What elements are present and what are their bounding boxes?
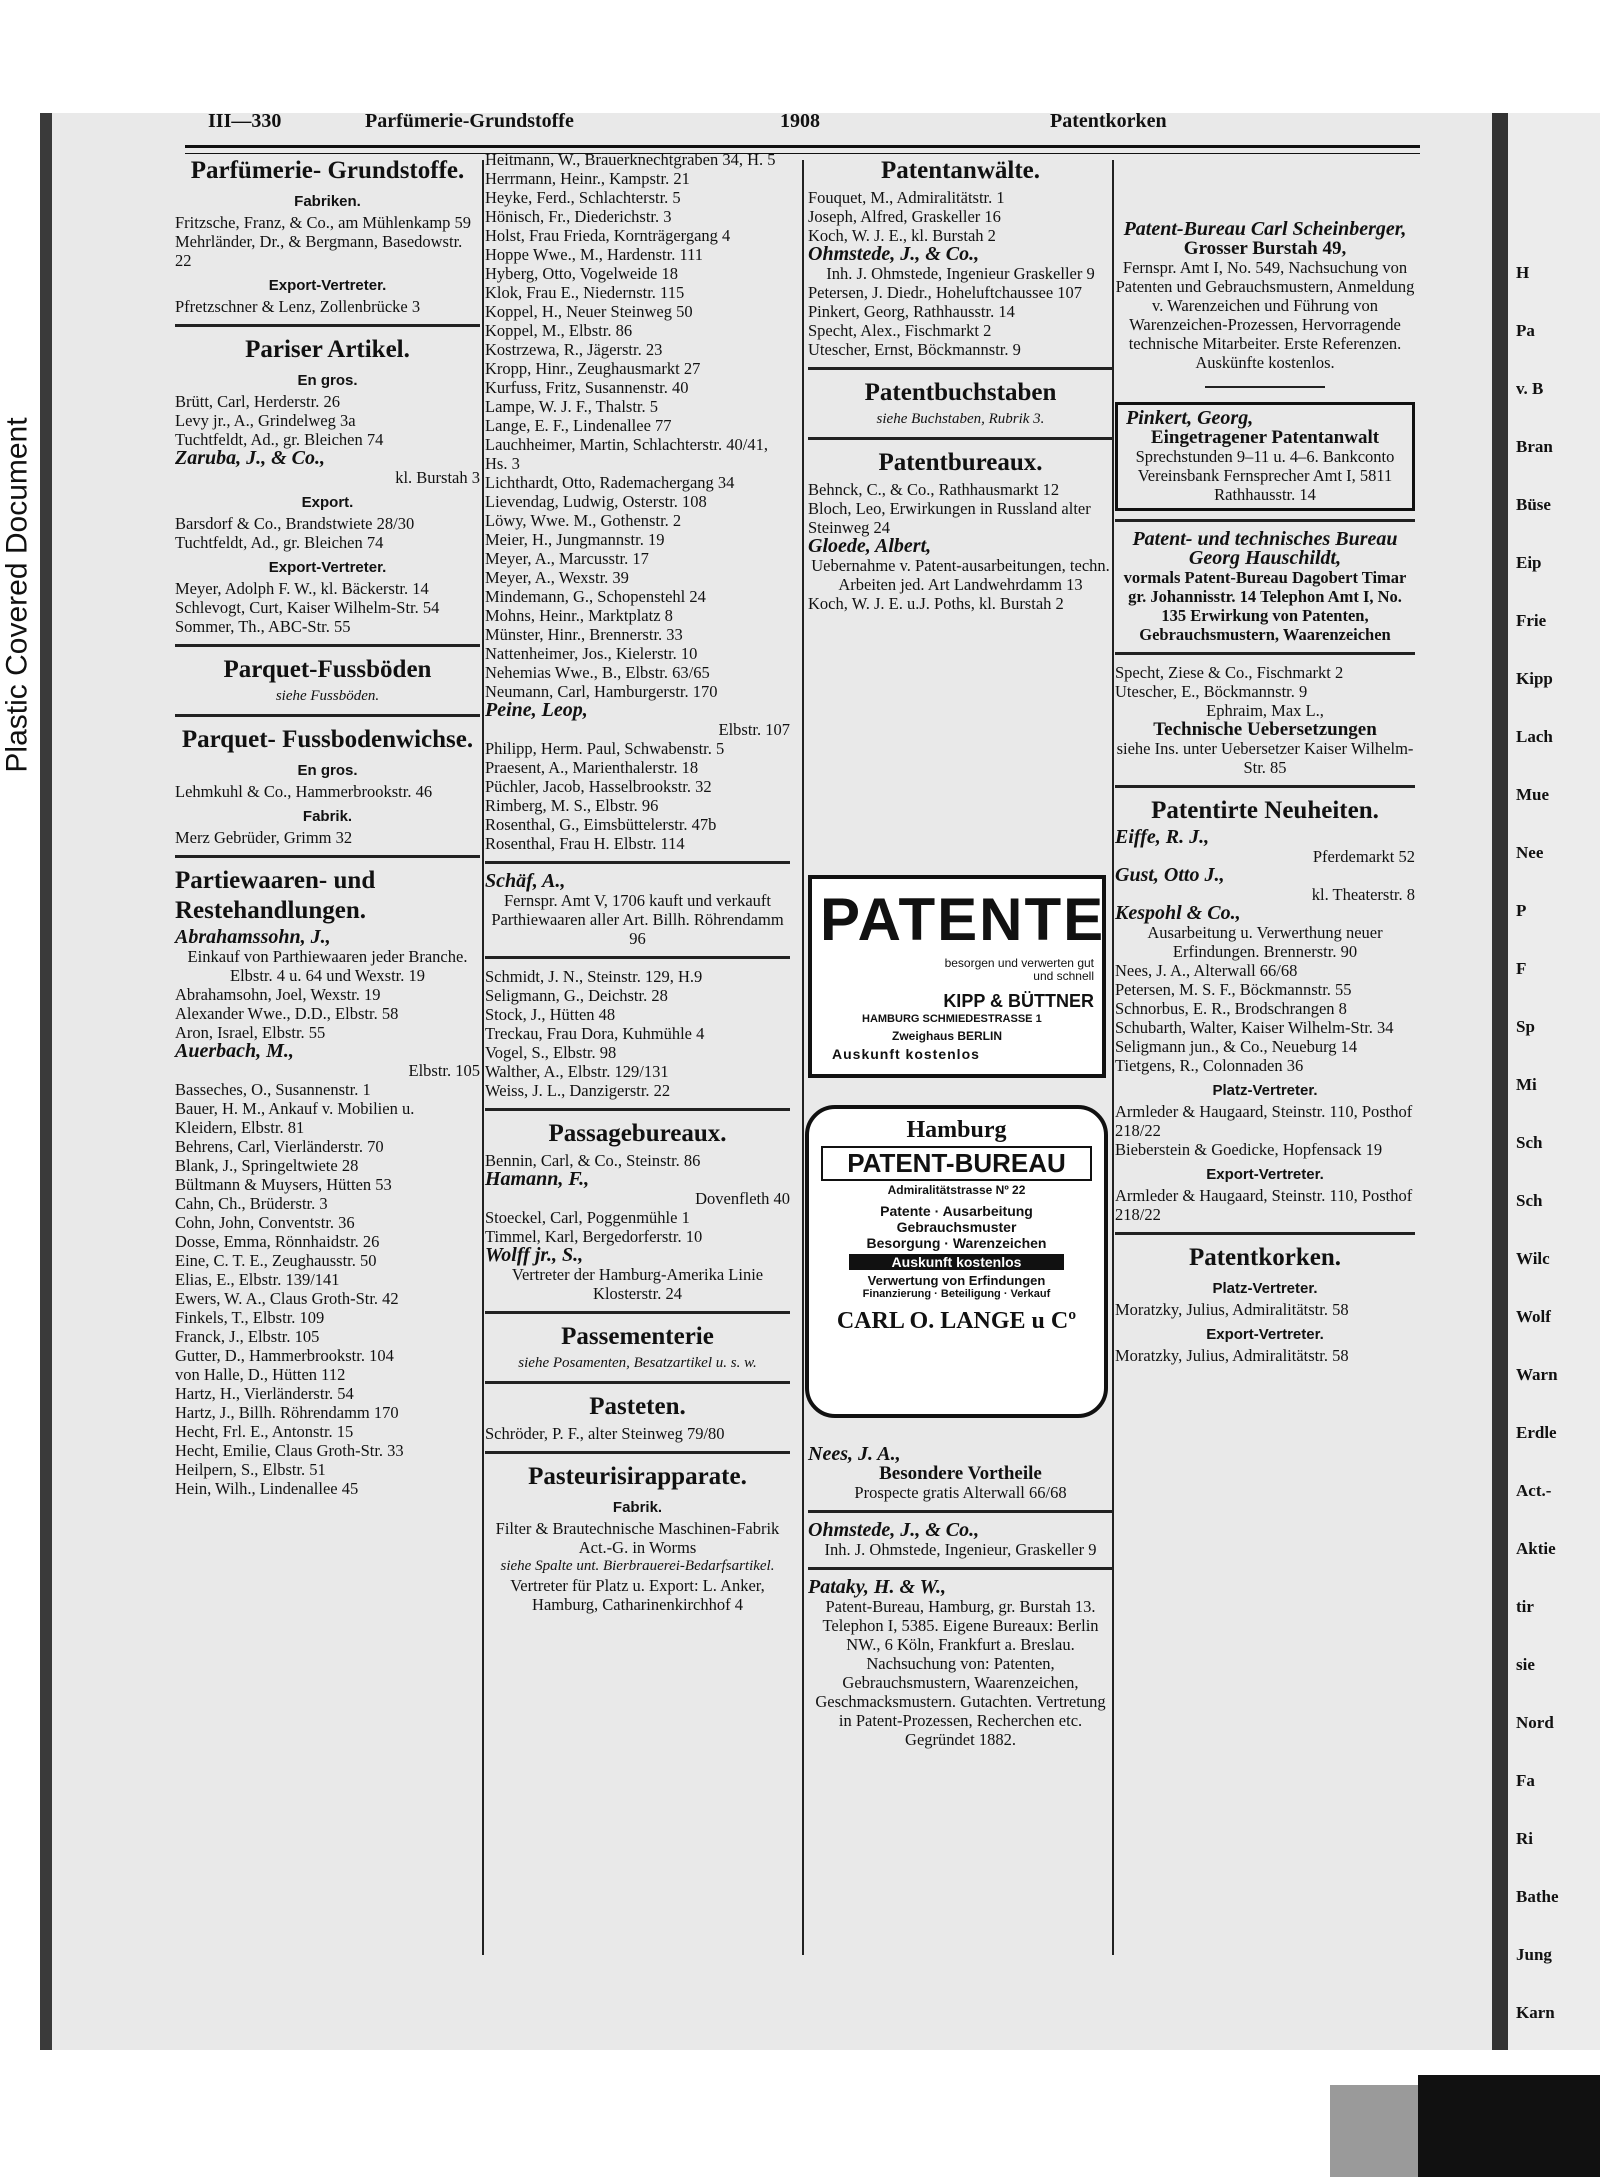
list-item: Mehrländer, Dr., & Bergmann, Basedowstr. 22: [175, 232, 463, 270]
section-title: Passementerie: [561, 1323, 714, 1350]
list-item-featured: Auerbach, M.,: [175, 1040, 294, 1062]
next-page-fragment-text: Büse: [1516, 495, 1551, 514]
next-page-fragment-text: Kipp: [1516, 669, 1553, 688]
list-item: Schröder, P. F., alter Steinweg 79/80: [485, 1424, 725, 1443]
list-item: Hyberg, Otto, Vogelweide 18: [485, 264, 678, 283]
list-item: Lehmkuhl & Co., Hammerbrookstr. 46: [175, 782, 433, 801]
list-item: Franck, J., Elbstr. 105: [175, 1327, 320, 1346]
list-item-featured: Kespohl & Co.,: [1115, 902, 1241, 924]
list-item: Vogel, S., Elbstr. 98: [485, 1043, 617, 1062]
list-item: Bauer, H. M., Ankauf v. Mobilien u. Kleidern, Elbstr. 81: [175, 1099, 415, 1137]
entry-list: [808, 188, 1113, 245]
advert-line: Zweighaus BERLIN: [892, 1029, 1003, 1043]
list-item: Aron, Israel, Elbstr. 55: [175, 1023, 326, 1042]
next-page-fragment-text: Pa: [1516, 321, 1535, 340]
subsection-label: En gros.: [297, 372, 358, 389]
list-item: Rosenthal, G., Eimsbüttelerstr. 47b: [485, 815, 717, 834]
column-1: [175, 150, 480, 1498]
list-item-detail: Einkauf von Parthiewaaren jeder Branche. Elbstr. 4 u. 64 und Wexstr. 19: [187, 947, 468, 985]
list-item: Ephraim, Max L.,: [1206, 701, 1324, 720]
list-item-featured: Abrahamssohn, J.,: [175, 926, 331, 948]
list-item: Armleder & Haugaard, Steinstr. 110, Posthof 218/22: [1115, 1102, 1413, 1140]
list-item-address: Pferdemarkt 52: [1312, 847, 1415, 866]
list-item-detail: Inh. J. Ohmstede, Ingenieur Graskeller 9: [826, 264, 1095, 283]
list-item: Armleder & Haugaard, Steinstr. 110, Posthof 218/22: [1115, 1186, 1413, 1224]
header-title-right: Patentkorken: [1050, 110, 1167, 132]
subsection-label: Platz-Vertreter.: [1212, 1082, 1318, 1099]
cross-reference: siehe Fussböden.: [275, 688, 380, 704]
list-item-featured: Hamann, F.,: [485, 1168, 590, 1190]
advert-pinkert: [1115, 402, 1415, 511]
list-item: Dosse, Emma, Rönnhaidstr. 26: [175, 1232, 380, 1251]
section-rule: [485, 1451, 790, 1454]
list-item: Sommer, Th., ABC-Str. 55: [175, 617, 351, 636]
entry-list: [808, 283, 1113, 359]
list-item: Blank, J., Springeltwiete 28: [175, 1156, 359, 1175]
list-item-featured: Nees, J. A.,: [808, 1443, 901, 1465]
list-item: Hecht, Emilie, Claus Groth-Str. 33: [175, 1441, 404, 1460]
subsection-label: Export-Vertreter.: [1206, 1166, 1324, 1183]
entry-list: [1115, 1186, 1415, 1224]
list-item-detail: Besondere Vortheile: [879, 1463, 1042, 1484]
list-item: Löwy, Wwe. M., Gothenstr. 2: [485, 511, 682, 530]
next-page-fragment-text: Warn: [1516, 1365, 1558, 1384]
list-item: Schmidt, J. N., Steinstr. 129, H.9: [485, 967, 703, 986]
section-rule: [808, 437, 1113, 440]
subsection-label: Fabriken.: [294, 193, 361, 210]
entry-list: [175, 985, 480, 1042]
header-rule: [185, 145, 1420, 148]
list-item: Stoeckel, Carl, Poggenmühle 1: [485, 1208, 690, 1227]
cross-reference: siehe Buchstaben, Rubrik 3.: [876, 411, 1045, 427]
advert-line: Patente · Ausarbeitung: [880, 1203, 1033, 1219]
next-page-fragment-text: Wilc: [1516, 1249, 1550, 1268]
column-4: [1115, 220, 1415, 1365]
next-page-fragment-text: Nee: [1516, 843, 1544, 862]
list-item: Fritzsche, Franz, & Co., am Mühlenkamp 59: [175, 213, 472, 232]
cross-reference: siehe Spalte unt. Bierbrauerei-Bedarfsartikel.: [500, 1558, 775, 1574]
entry-list: [1115, 1300, 1415, 1319]
list-item: Petersen, M. S. F., Böckmannstr. 55: [1115, 980, 1352, 999]
list-item-featured: Patent- und technisches Bureau Georg Hauschildt,: [1132, 528, 1398, 569]
advert-line: Besorgung · Warenzeichen: [866, 1235, 1047, 1251]
list-item-detail: Patent-Bureau, Hamburg, gr. Burstah 13. Telephon I, 5385. Eigene Bureaux: Berlin NW., 6 Köln, Frankfurt a. Breslau. Nachsuchung von: Patenten, Gebrauchsmustern, Waarenzeichen, Geschmacksmustern. Gutachten. Vertretung in Patent-Prozessen, Recherchen etc. Gegründet 1882.: [815, 1597, 1106, 1749]
next-page-fragment-text: F: [1516, 959, 1527, 978]
section-title: Pasteten.: [589, 1393, 686, 1420]
list-item: Specht, Alex., Fischmarkt 2: [808, 321, 992, 340]
list-item: Elias, E., Elbstr. 139/141: [175, 1270, 340, 1289]
list-item-featured: Pinkert, Georg,: [1126, 407, 1254, 429]
advert-firm: KIPP & BÜTTNER: [943, 991, 1094, 1011]
list-item-detail: Ausarbeitung u. Verwerthung neuer Erfindungen. Brennerstr. 90: [1147, 923, 1383, 961]
list-item: Petersen, J. Diedr., Hoheluftchaussee 107: [808, 283, 1083, 302]
list-item: von Halle, D., Hütten 112: [175, 1365, 346, 1384]
list-item-detail: Vertreter der Hamburg-Amerika Linie Klosterstr. 24: [511, 1265, 764, 1303]
list-item: Timmel, Karl, Bergedorferstr. 10: [485, 1227, 703, 1246]
advert-line: Admiralitätstrasse Nº 22: [887, 1183, 1026, 1197]
list-item: Heyke, Ferd., Schlachterstr. 5: [485, 188, 681, 207]
list-item: Püchler, Jacob, Hasselbrookstr. 32: [485, 777, 712, 796]
list-item: Tietgens, R., Colonnaden 36: [1115, 1056, 1304, 1075]
list-item: Utescher, Ernst, Böckmannstr. 9: [808, 340, 1021, 359]
advert-city: Hamburg: [906, 1117, 1007, 1143]
margin-label: Plastic Covered Document: [0, 318, 24, 863]
subsection-label: Fabrik.: [612, 1499, 663, 1516]
list-item-address: Dovenfleth 40: [695, 1189, 790, 1208]
list-item: Filter & Brautechnische Maschinen-Fabrik Act.-G. in Worms: [495, 1519, 780, 1557]
entry-list: [1115, 1102, 1415, 1159]
advert-line: Verwertung von Erfindungen: [867, 1273, 1046, 1288]
next-page-fragment-text: Ri: [1516, 1829, 1533, 1848]
list-item: Rosenthal, Frau H. Elbstr. 114: [485, 834, 685, 853]
section-rule: [808, 1567, 1113, 1570]
list-item: Schnorbus, E. R., Brodschrangen 8: [1115, 999, 1347, 1018]
section-title: Parfümerie- Grundstoffe.: [190, 157, 465, 184]
entry-list: [485, 967, 790, 1100]
list-item-featured: Gust, Otto J.,: [1115, 864, 1225, 886]
advert-kipp-buettner: [808, 875, 1106, 1078]
column-2: [485, 150, 790, 1614]
list-item: Mindemann, G., Schopenstehl 24: [485, 587, 706, 606]
list-item: Behrens, Carl, Vierländerstr. 70: [175, 1137, 384, 1156]
list-item: Rimberg, M. S., Elbstr. 96: [485, 796, 659, 815]
next-page-fragment-text: Aktie: [1516, 1539, 1556, 1558]
advert-carl-lange: [805, 1105, 1108, 1418]
list-item: Koch, W. J. E., kl. Burstah 2: [808, 226, 996, 245]
list-item-featured: Ohmstede, J., & Co.,: [808, 243, 980, 265]
list-item: Specht, Ziese & Co., Fischmarkt 2: [1115, 663, 1344, 682]
list-item: Cahn, Ch., Brüderstr. 3: [175, 1194, 328, 1213]
list-item: Alexander Wwe., D.D., Elbstr. 58: [175, 1004, 399, 1023]
list-item: Walther, A., Elbstr. 129/131: [485, 1062, 669, 1081]
next-page-fragment-text: Act.-: [1516, 1481, 1552, 1500]
list-item-address: kl. Burstah 3: [395, 468, 480, 487]
advert-line: besorgen und verwerten gut und schnell: [944, 956, 1094, 983]
list-item: Bültmann & Muysers, Hütten 53: [175, 1175, 392, 1194]
section-rule: [1115, 519, 1415, 522]
list-item: Nattenheimer, Jos., Kielerstr. 10: [485, 644, 698, 663]
list-item: Bieberstein & Goedicke, Hopfensack 19: [1115, 1140, 1383, 1159]
section-title: Partiewaaren- und Restehandlungen.: [175, 867, 376, 924]
list-item: Treckau, Frau Dora, Kuhmühle 4: [485, 1024, 705, 1043]
section-rule: [175, 644, 480, 647]
section-rule: [175, 855, 480, 858]
list-item: Tuchtfeldt, Ad., gr. Bleichen 74: [175, 533, 384, 552]
section-rule: [485, 1311, 790, 1314]
list-item: Klok, Frau E., Niedernstr. 115: [485, 283, 685, 302]
column-3: [808, 150, 1113, 613]
section-rule: [808, 367, 1113, 370]
section-title: Pariser Artikel.: [245, 336, 410, 363]
list-item-detail: Uebernahme v. Patent-ausarbeitungen, techn. Arbeiten jed. Art Landwehrdamm 13: [811, 556, 1110, 594]
list-item-detail: Fernspr. Amt V, 1706 kauft und verkauft Parthiewaaren aller Art. Billh. Röhrendamm 96: [491, 891, 784, 948]
entry-list: [175, 1080, 480, 1498]
list-item: Mohns, Heinr., Marktplatz 8: [485, 606, 673, 625]
list-item: Nees, J. A., Alterwall 66/68: [1115, 961, 1298, 980]
next-page-fragment-text: P: [1516, 901, 1527, 920]
list-item-featured: Zaruba, J., & Co.,: [175, 447, 326, 469]
section-rule: [1115, 785, 1415, 788]
list-item: Kostrzewa, R., Jägerstr. 23: [485, 340, 663, 359]
advert-line: Auskunft kostenlos: [849, 1254, 1064, 1270]
list-item-detail: vormals Patent-Bureau Dagobert Timar gr. Johannisstr. 14 Telephon Amt I, No. 135 Erwirkung von Patenten, Gebrauchsmustern, Waarenzeichen: [1123, 568, 1407, 644]
advert-line: Finanzierung · Beteiligung · Verkauf: [862, 1288, 1051, 1300]
next-page-fragment-text: Erdle: [1516, 1423, 1557, 1442]
header-title-left: Parfümerie-Grundstoffe: [365, 110, 574, 132]
column-3-lower: [808, 1445, 1113, 1749]
list-item-featured: Schäf, A.,: [485, 870, 566, 892]
entry-list: [1115, 1346, 1415, 1365]
list-item: Hoppe Wwe., M., Hardenstr. 111: [485, 245, 703, 264]
next-page-fragment-text: Bathe: [1516, 1887, 1559, 1906]
list-item: Pinkert, Georg, Rathhausstr. 14: [808, 302, 1015, 321]
list-item: Stock, J., Hütten 48: [485, 1005, 616, 1024]
list-item: Meyer, A., Wexstr. 39: [485, 568, 629, 587]
list-item: Heitmann, W., Brauerknechtgraben 34, H. 5: [485, 150, 776, 169]
section-rule: [485, 956, 790, 959]
section-title: Parquet-Fussböden: [223, 656, 432, 683]
list-item: Lange, E. F., Lindenallee 77: [485, 416, 672, 435]
list-item-address: Elbstr. 105: [408, 1061, 480, 1080]
subsection-label: Export-Vertreter.: [1206, 1326, 1324, 1343]
list-item: Hartz, J., Billh. Röhrendamm 170: [175, 1403, 399, 1422]
list-item: Utescher, E., Böckmannstr. 9: [1115, 682, 1308, 701]
advert-firm: CARL O. LANGE u Cº: [836, 1308, 1077, 1334]
next-page-fragment-text: Mi: [1516, 1075, 1537, 1094]
section-rule: [485, 1108, 790, 1111]
list-item: Holst, Frau Frieda, Kornträgergang 4: [485, 226, 731, 245]
list-item: Barsdorf & Co., Brandstwiete 28/30: [175, 514, 415, 533]
list-item: Behnck, C., & Co., Rathhausmarkt 12: [808, 480, 1060, 499]
list-item: Eine, C. T. E., Zeughausstr. 50: [175, 1251, 377, 1270]
subsection-label: Fabrik.: [302, 808, 353, 825]
entry-list: [1115, 961, 1415, 1075]
list-item: Hartz, H., Vierländerstr. 54: [175, 1384, 354, 1403]
subsection-label: Export-Vertreter.: [268, 559, 387, 576]
section-title: Patentirte Neuheiten.: [1151, 797, 1379, 824]
list-item: Weiss, J. L., Danzigerstr. 22: [485, 1081, 671, 1100]
list-item: Koppel, M., Elbstr. 86: [485, 321, 633, 340]
section-title: Patentkorken.: [1188, 1244, 1342, 1271]
next-page-fragment-text: Mue: [1516, 785, 1550, 804]
entry-list: [1115, 663, 1415, 701]
list-item: Vertreter für Platz u. Export: L. Anker, Hamburg, Catharinenkirchhof 4: [510, 1576, 765, 1614]
list-item: Bloch, Leo, Erwirkungen in Russland alter Steinweg 24: [808, 499, 1091, 537]
header-year: 1908: [780, 110, 820, 132]
entry-list: [485, 150, 790, 701]
list-item: Lievendag, Ludwig, Osterstr. 108: [485, 492, 707, 511]
list-item-detail: Inh. J. Ohmstede, Ingenieur, Graskeller 9: [824, 1540, 1097, 1559]
next-page-fragment-text: v. B: [1516, 379, 1544, 398]
list-item: Kurfuss, Fritz, Susannenstr. 40: [485, 378, 689, 397]
list-item: Fouquet, M., Admiralitätstr. 1: [808, 188, 1005, 207]
next-page-fragment-text: Sch: [1516, 1191, 1543, 1210]
section-rule: [1115, 652, 1415, 655]
scan-shadow: [1330, 2085, 1418, 2177]
list-item: Lauchheimer, Martin, Schlachterstr. 40/41, Hs. 3: [485, 435, 768, 473]
section-rule: [175, 324, 480, 327]
list-item: Seligmann, G., Deichstr. 28: [485, 986, 668, 1005]
next-page-fragment-text: Sp: [1516, 1017, 1535, 1036]
list-item: Cohn, John, Conventstr. 36: [175, 1213, 355, 1232]
list-item-address: kl. Theaterstr. 8: [1311, 885, 1415, 904]
cross-reference: siehe Posamenten, Besatzartikel u. s. w.: [518, 1355, 757, 1371]
next-page-fragment-text: Nord: [1516, 1713, 1554, 1732]
list-item: Philipp, Herm. Paul, Schwabenstr. 5: [485, 739, 725, 758]
list-item: Levy jr., A., Grindelweg 3a: [175, 411, 356, 430]
next-page-fragment-text: Wolf: [1516, 1307, 1551, 1326]
next-page-fragment-text: H: [1516, 263, 1530, 282]
section-rule: [485, 861, 790, 864]
next-page-fragment-text: Frie: [1516, 611, 1547, 630]
page-binding-edge: [40, 113, 52, 2053]
list-item: Koch, W. J. E. u.J. Poths, kl. Burstah 2: [808, 594, 1064, 613]
list-item: Abrahamsohn, Joel, Wexstr. 19: [175, 985, 381, 1004]
list-item: Münster, Hinr., Brennerstr. 33: [485, 625, 683, 644]
list-item-featured: Ohmstede, J., & Co.,: [808, 1519, 980, 1541]
list-item: Moratzky, Julius, Admiralitätstr. 58: [1115, 1346, 1349, 1365]
list-item: Meier, H., Jungmannstr. 19: [485, 530, 665, 549]
next-page-fragment: [1508, 113, 1600, 2073]
next-page-fragment-text: Fa: [1516, 1771, 1535, 1790]
next-page-fragment-text: Lach: [1516, 727, 1553, 746]
section-title: Patentbureaux.: [878, 449, 1043, 476]
next-page-fragment-text: tir: [1516, 1597, 1534, 1616]
next-page-fragment-text: Eip: [1516, 553, 1542, 572]
next-page-fragment-text: Karn: [1516, 2003, 1555, 2022]
advert-headline: PATENT-BUREAU: [821, 1146, 1092, 1181]
list-item: Bennin, Carl, & Co., Steinstr. 86: [485, 1151, 701, 1170]
list-item: Neumann, Carl, Hamburgerstr. 170: [485, 682, 718, 701]
list-item-detail: Sprechstunden 9–11 u. 4–6. Bankconto Vereinsbank Fernsprecher Amt I, 5811 Rathhausstr. 14: [1135, 447, 1395, 504]
section-title: Parquet- Fussbodenwichse.: [181, 726, 474, 753]
page-gutter: [1492, 113, 1508, 2073]
list-item: Kropp, Hinr., Zeughausmarkt 27: [485, 359, 701, 378]
subsection-label: Export-Vertreter.: [268, 277, 387, 294]
list-item: Heilpern, S., Elbstr. 51: [175, 1460, 326, 1479]
list-item-featured: Gloede, Albert,: [808, 535, 932, 557]
list-item: Meyer, Adolph F. W., kl. Bäckerstr. 14: [175, 579, 429, 598]
list-item: Pfretzschner & Lenz, Zollenbrücke 3: [175, 297, 421, 316]
list-item-detail: Eingetragener Patentanwalt: [1150, 427, 1380, 448]
subsection-label: Platz-Vertreter.: [1212, 1280, 1318, 1297]
divider: [1205, 386, 1325, 388]
list-item-address: Elbstr. 107: [718, 720, 790, 739]
list-item-detail: Technische Uebersetzungen: [1153, 719, 1377, 740]
list-item: Joseph, Alfred, Graskeller 16: [808, 207, 1001, 226]
column-divider: [482, 160, 484, 1955]
list-item-featured: Peine, Leop,: [485, 699, 588, 721]
entry-list: [808, 480, 1113, 537]
section-title: Pasteurisirapparate.: [528, 1463, 747, 1490]
section-rule: [485, 1381, 790, 1384]
header-page-ref: III—330: [208, 110, 282, 132]
subsection-label: Export.: [301, 494, 354, 511]
section-title: Patentbuchstaben: [864, 379, 1057, 406]
list-item: Schlevogt, Curt, Kaiser Wilhelm-Str. 54: [175, 598, 440, 617]
list-item: Meyer, A., Marcusstr. 17: [485, 549, 649, 568]
section-title: Patentanwälte.: [881, 157, 1040, 184]
list-item: Brütt, Carl, Herderstr. 26: [175, 392, 340, 411]
list-item: Hecht, Frl. E., Antonstr. 15: [175, 1422, 354, 1441]
list-item-featured: Pataky, H. & W.,: [808, 1576, 946, 1598]
list-item: Hein, Wilh., Lindenallee 45: [175, 1479, 359, 1498]
entry-list: [485, 739, 790, 853]
list-item-featured: Eiffe, R. J.,: [1115, 826, 1210, 848]
list-item-detail: siehe Ins. unter Uebersetzer Kaiser Wilhelm-Str. 85: [1116, 739, 1414, 777]
list-item: Schubarth, Walter, Kaiser Wilhelm-Str. 34: [1115, 1018, 1394, 1037]
page-header: [140, 110, 1415, 140]
advert-line: HAMBURG SCHMIEDESTRASSE 1: [862, 1013, 1042, 1025]
next-page-fragment-text: Sch: [1516, 1133, 1543, 1152]
list-item-featured: Patent-Bureau Carl Scheinberger,: [1123, 218, 1407, 240]
list-item: Basseches, O., Susannenstr. 1: [175, 1080, 371, 1099]
list-item: Herrmann, Heinr., Kampstr. 21: [485, 169, 690, 188]
next-page-fragment-text: Jung: [1516, 1945, 1552, 1964]
list-item: Nehemias Wwe., B., Elbstr. 63/65: [485, 663, 710, 682]
list-item-detail: Prospecte gratis Alterwall 66/68: [854, 1483, 1067, 1502]
list-item-detail: Grosser Burstah 49,: [1183, 238, 1347, 259]
list-item: Koppel, H., Neuer Steinweg 50: [485, 302, 693, 321]
list-item-featured: Wolff jr., S.,: [485, 1244, 584, 1266]
advert-line: Auskunft kostenlos: [832, 1046, 980, 1062]
list-item: Tuchtfeldt, Ad., gr. Bleichen 74: [175, 430, 384, 449]
list-item: Lampe, W. J. F., Thalstr. 5: [485, 397, 659, 416]
list-item: Praesent, A., Marienthalerstr. 18: [485, 758, 699, 777]
next-page-fragment-text: sie: [1516, 1655, 1535, 1674]
list-item: Hönisch, Fr., Diederichstr. 3: [485, 207, 672, 226]
section-rule: [175, 714, 480, 717]
scan-shadow: [1418, 2075, 1600, 2177]
list-item: Gutter, D., Hammerbrookstr. 104: [175, 1346, 394, 1365]
section-rule: [1115, 1232, 1415, 1235]
list-item: Merz Gebrüder, Grimm 32: [175, 828, 353, 847]
subsection-label: En gros.: [297, 762, 358, 779]
section-title: Passagebureaux.: [548, 1120, 727, 1147]
list-item: Seligmann jun., & Co., Neueburg 14: [1115, 1037, 1358, 1056]
list-item: Lichthardt, Otto, Rademachergang 34: [485, 473, 735, 492]
column-divider: [802, 160, 804, 1955]
advert-headline: PATENTE: [820, 886, 1106, 953]
next-page-fragment-text: Bran: [1516, 437, 1553, 456]
advert-line: Gebrauchsmuster: [896, 1219, 1017, 1235]
list-item: Ewers, W. A., Claus Groth-Str. 42: [175, 1289, 399, 1308]
list-item: Finkels, T., Elbstr. 109: [175, 1308, 325, 1327]
list-item-detail: Fernspr. Amt I, No. 549, Nachsuchung von Patenten und Gebrauchsmustern, Anmeldung v. Warenzeichen und Führung von Warenzeichen-Prozessen, Hervorragende technische Mitarbeiter. Erste Referenzen. Auskünfte kostenlos.: [1115, 258, 1415, 372]
section-rule: [808, 1510, 1113, 1513]
list-item: Moratzky, Julius, Admiralitätstr. 58: [1115, 1300, 1349, 1319]
